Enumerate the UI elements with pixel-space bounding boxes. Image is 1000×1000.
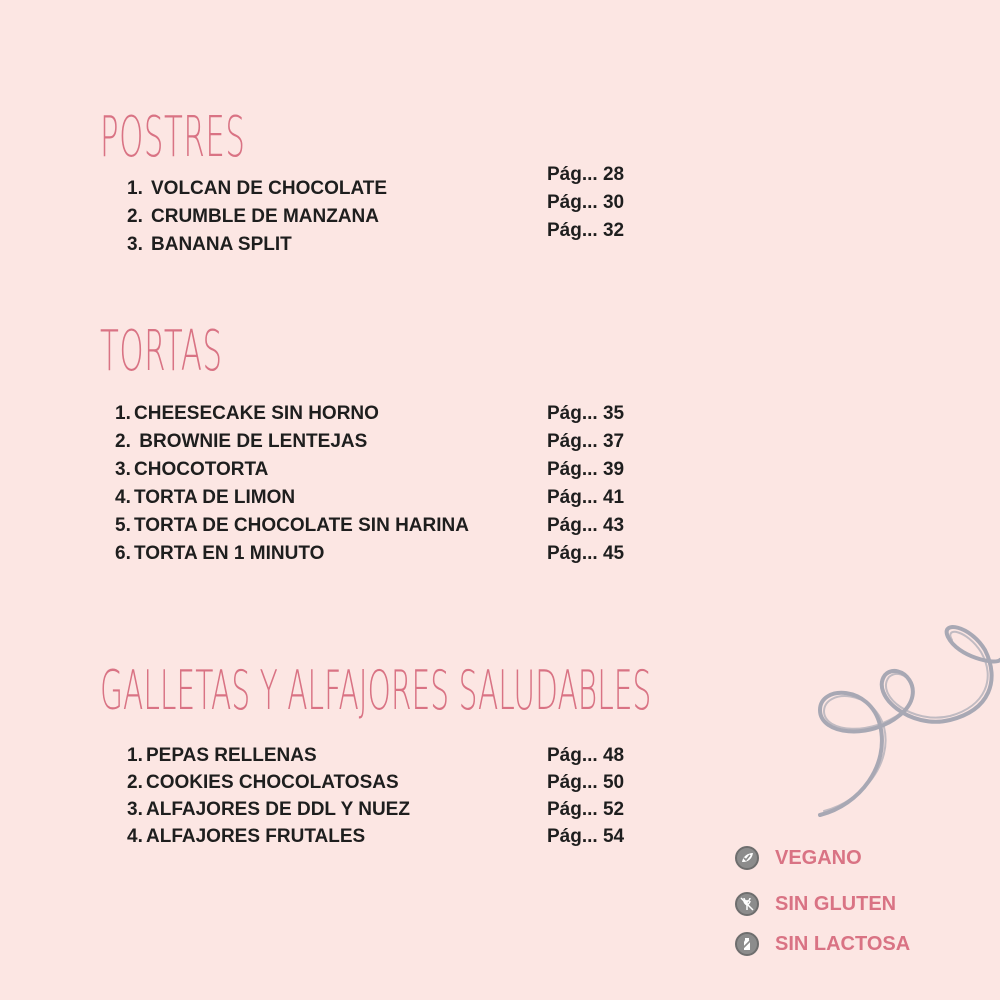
legend-sin-gluten: [735, 892, 896, 916]
page-refs-tortas: [547, 400, 624, 568]
item-name: VOLCAN DE CHOCOLATE: [151, 178, 388, 199]
toc-item[interactable]: [127, 769, 410, 796]
section-title-postres: POSTRES: [100, 105, 246, 170]
page-ref: Pág... 41: [547, 487, 625, 508]
page-ref: Pág... 35: [547, 403, 625, 424]
page-refs-postres: [547, 161, 624, 245]
item-number: 1.: [115, 403, 131, 424]
item-number: 1.: [127, 744, 143, 766]
item-name: TORTA EN 1 MINUTO: [134, 543, 325, 564]
toc-list-tortas: [115, 400, 469, 568]
item-number: 5.: [115, 515, 131, 536]
item-name: ALFAJORES FRUTALES: [146, 825, 366, 847]
item-number: 4.: [127, 825, 143, 847]
legend-label: SIN GLUTEN: [775, 892, 897, 915]
legend-label: VEGANO: [775, 846, 862, 869]
toc-item[interactable]: [115, 428, 469, 456]
leaf-check-icon: [735, 846, 759, 870]
toc-list-galletas: [127, 742, 410, 850]
item-name: BROWNIE DE LENTEJAS: [134, 431, 368, 452]
toc-item[interactable]: [127, 203, 387, 231]
item-name: BANANA SPLIT: [151, 234, 292, 255]
toc-item[interactable]: [115, 540, 469, 568]
item-number: 2.: [115, 431, 131, 452]
toc-item[interactable]: [115, 456, 469, 484]
toc-item[interactable]: [115, 400, 469, 428]
toc-item[interactable]: [115, 512, 469, 540]
page-ref: Pág... 43: [547, 515, 625, 536]
item-number: 2.: [127, 206, 143, 227]
page-ref: Pág... 52: [547, 798, 625, 820]
item-name: COOKIES CHOCOLATOSAS: [146, 771, 399, 793]
item-number: 6.: [115, 543, 131, 564]
page-ref: Pág... 37: [547, 431, 625, 452]
page-ref: Pág... 50: [547, 771, 625, 793]
page-ref: Pág... 32: [547, 220, 625, 241]
page-ref: Pág... 48: [547, 744, 625, 766]
toc-item[interactable]: [127, 175, 387, 203]
item-name: TORTA DE CHOCOLATE SIN HARINA: [134, 515, 469, 536]
legend-sin-lactosa: [735, 932, 910, 956]
item-name: TORTA DE LIMON: [134, 487, 296, 508]
page-ref: Pág... 45: [547, 543, 625, 564]
item-number: 3.: [127, 234, 143, 255]
toc-item[interactable]: [127, 231, 387, 259]
toc-item[interactable]: [115, 484, 469, 512]
item-number: 2.: [127, 771, 143, 793]
item-number: 3.: [127, 798, 143, 820]
section-title-tortas: TORTAS: [100, 319, 223, 384]
wheat-crossed-icon: [735, 892, 759, 916]
toc-list-postres: [127, 175, 387, 259]
item-number: 1.: [127, 178, 143, 199]
item-name: CRUMBLE DE MANZANA: [151, 206, 379, 227]
toc-item[interactable]: [127, 823, 410, 850]
item-name: CHEESECAKE SIN HORNO: [134, 403, 379, 424]
milk-bottle-crossed-icon: [735, 932, 759, 956]
decorative-swirl: [800, 605, 1000, 825]
item-number: 3.: [115, 459, 131, 480]
item-name: PEPAS RELLENAS: [146, 744, 317, 766]
toc-item[interactable]: [127, 796, 410, 823]
page-ref: Pág... 28: [547, 164, 625, 185]
page-ref: Pág... 30: [547, 192, 625, 213]
page-refs-galletas: [547, 742, 624, 850]
legend-vegano: [735, 846, 862, 870]
toc-item[interactable]: [127, 742, 410, 769]
page-ref: Pág... 39: [547, 459, 625, 480]
item-number: 4.: [115, 487, 131, 508]
section-title-galletas: GALLETAS Y ALFAJORES SALUDABLES: [100, 659, 652, 722]
item-name: CHOCOTORTA: [134, 459, 269, 480]
legend-label: SIN LACTOSA: [775, 932, 911, 955]
page-ref: Pág... 54: [547, 825, 625, 847]
item-name: ALFAJORES DE DDL Y NUEZ: [146, 798, 410, 820]
